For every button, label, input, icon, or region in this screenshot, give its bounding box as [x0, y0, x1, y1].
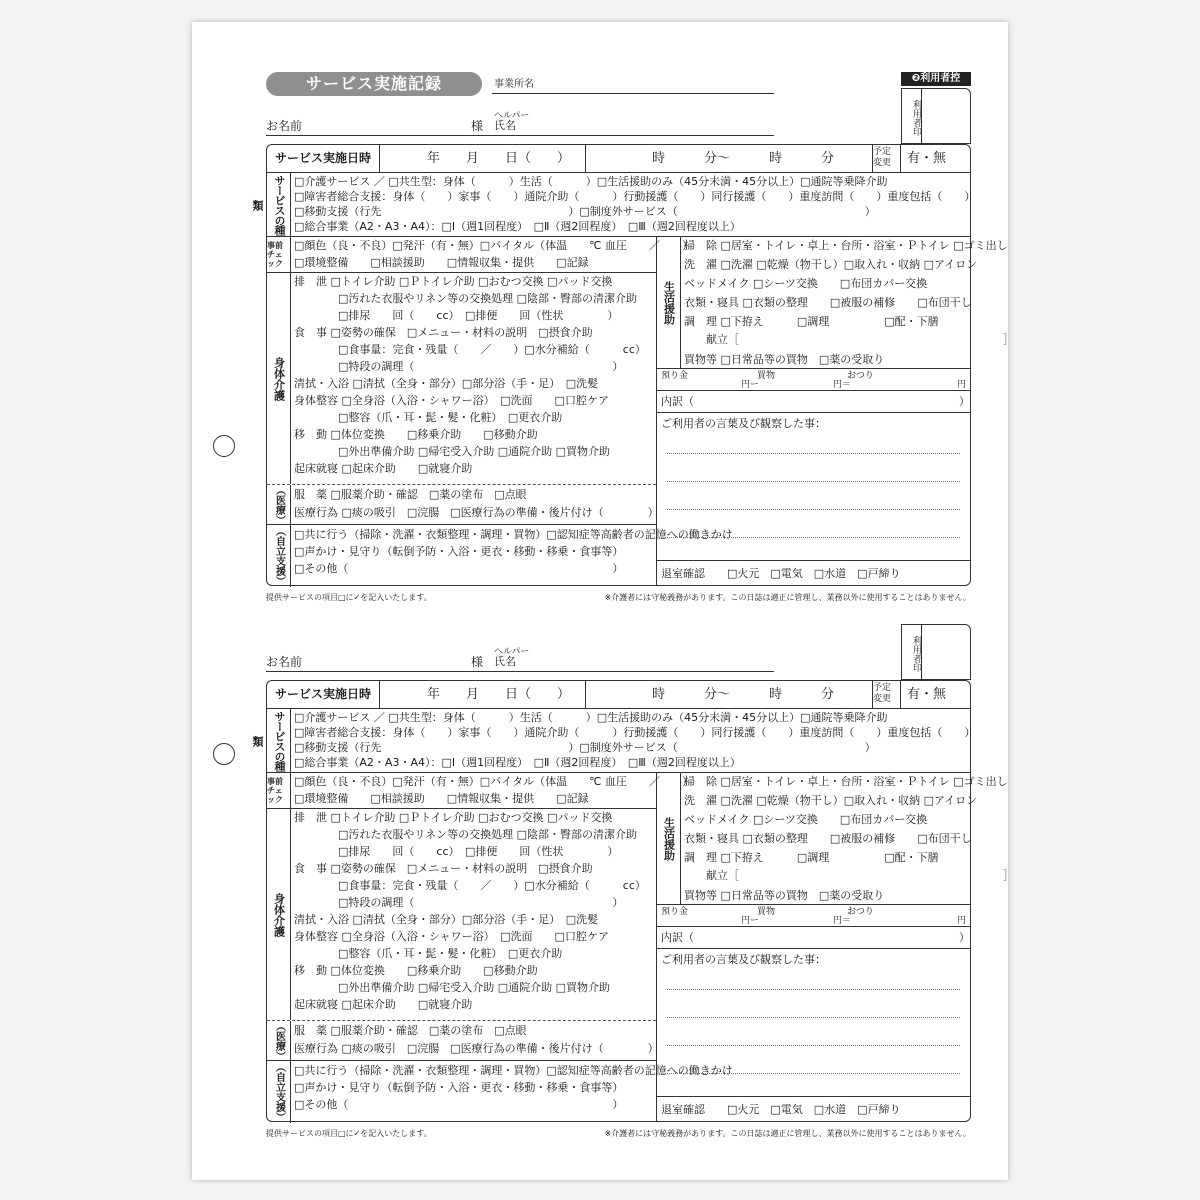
medical-block: （医療） 服 薬 □服薬介助・確認 □薬の塗布 □点眼 医療行為 □痰の吸引 □浣腸 □医療行為の準備・後片付け（ ）: [267, 485, 656, 525]
user-stamp-box[interactable]: 利用者印: [901, 88, 971, 144]
life-support-block: 生活援助 掃 除 □居室・トイレ・卓上・台所・浴室・Ｐトイレ □ゴミ出し 洗 濯 □洗濯 □乾燥（物干し）□取入れ・収納 □アイロン ベッドメイク □シーツ交換 □布団カバー交換 衣類・寝具 □衣類の整理 □被服の補修 □布団干し 調 理 □下拵え □調理 □配・下膳 献立［ ］ 買物等 □日常品等の買物 □薬の受取り: [657, 773, 970, 905]
record-table: [251, 144, 1014, 586]
service-date-row: サービス実施日時 年 月 日（ ） 時 分〜 時 分 予定変更 有・無: [267, 681, 970, 709]
date-field[interactable]: 年 月 日（ ）: [427, 687, 571, 702]
planned-change-choice[interactable]: 有・無: [907, 687, 947, 702]
helper-name-field[interactable]: ヘルパー 氏名: [492, 646, 774, 672]
service-types-block: サービスの種類 □介護サービス ／ □共生型：身体（ ）生活（ ）□生活援助のみ（45分未満・45分以上）□通院等乗降介助 □障害者総合支援：身体（ ）家事（ ）通院介助（ ）行動援護（ ）同行援護（ ）重度訪問（ ）重度包括（ ） □移動支援（行先 ）□制度外サービス（ ） □総合事業（A2・A3・A4）：□Ⅰ（週1回程度） □Ⅱ（週2回程度） □Ⅲ（週2回程度以上）: [267, 709, 970, 773]
exit-check[interactable]: 退室確認 □火元 □電気 □水道 □戸締り: [661, 1103, 901, 1116]
planned-change-choice[interactable]: 有・無: [907, 151, 947, 166]
life-support-block: 生活援助 掃 除 □居室・トイレ・卓上・台所・浴室・Ｐトイレ □ゴミ出し 洗 濯 □洗濯 □乾燥（物干し）□取入れ・収納 □アイロン ベッドメイク □シーツ交換 □布団カバー交換 衣類・寝具 □衣類の整理 □被服の補修 □布団干し 調 理 □下拵え □調理 □配・下膳 献立［ ］ 買物等 □日常品等の買物 □薬の受取り: [657, 237, 970, 369]
form-title: サービス実施記録: [266, 72, 482, 96]
money-row[interactable]: 預り金 買物 おつり 円ー 円＝ 円: [657, 369, 970, 391]
time-field[interactable]: 時 分〜 時 分: [652, 687, 835, 702]
right-panel: [657, 773, 1014, 1121]
office-name-field[interactable]: 事業所名: [492, 74, 774, 94]
customer-name-field[interactable]: お名前 様: [266, 650, 776, 672]
record-section-2: お名前 様 ヘルパー 氏名 利用者印 サービス実施日時 年 月 日（ ） 時 分〜 時 分 予定変更 有・無 サービスの種類 □介護サービス ／ □共生型：身体（ ）生活（ ）□生活援助のみ（45分未満・45分以上）□通院等乗降介助 □障害者総合支援：身体（ ）家事（ ）通院介助（ ）行動援護（ ）同行援護（ ）重度訪問（ ）重度包括（ ） □移動支援（行先 ）□制度外サービス（ ） □総合事業（A2・A3・A4）：□Ⅰ（週1回程度） □Ⅱ（週2回程度） □Ⅲ（週2回程度以上） 事前チェック □顔色（良・不良）□発汗（有・無）□バイタル（体温 ℃ 血圧 ／ ） □環境整備 □相談援助 □情報収集・提供 □記録 身体介護 排 泄 □トイレ介助 □Ｐトイレ介助 □おむつ交換 □パッド交換 □汚れた衣服やリネン等の交換処理 □陰部・臀部の清潔介助 □排尿 回（ cc） □排便 回（性状 ） 食 事 □姿勢の確保 □メニュー・材料の説明 □摂食介助 □食事量：完食・残量（ ／ ）□水分補給（ cc） □特段の調理（ ） 清拭・入浴 □清拭（全身・部分）□部分浴（手・足） □洗髪 身体整容 □全身浴（入浴・シャワー浴） □洗面 □口腔ケア □整容（爪・耳・髭・髪・化粧） □更衣介助 移 動 □体位変換 □移乗介助 □移動介助 □外出準備介助 □帰宅受入介助 □通院介助 □買物介助 起床就寝 □起床介助 □就寝介助 （医療） 服 薬 □服薬介助・確認 □薬の塗布 □点眼 医療行為 □痰の吸引 □浣腸 □医療行為の準備・後片付け（ ） （自立支援） □共に行う（掃除・洗濯・衣類整理・調理・買物）□認知症等高齢者の記憶への働きかけ □声かけ・見守り（転倒予防・入浴・更衣・移動・移乗・食事等） □その他（ ） 生活援助 掃 除 □居室・トイレ・卓上・台所・浴室・Ｐトイレ □ゴミ出し 洗 濯 □洗濯 □乾燥（物干し）□取入れ・収納 □アイロン ベッドメイク □シーツ交換 □布団カバー交換 衣類・寝具 □衣類の整理 □被服の補修 □布団干し 調 理 □下拵え □調理 □配・下膳 献立［ ］ 買物等 □日常品等の買物 □薬の受取り 預り金 買物 おつり 円ー 円＝ 円 内訳（ ） ご利用者の言葉及び観察した事： 退室確認 □火元 □電気 □水道 □戸締り 提供サービスの項目□に✓を記入いたします。 ※介護者には守秘義務があります。この日誌は適正に管理し、業務以外に使用することはありません。: [266, 622, 971, 1142]
user-stamp-box[interactable]: 利用者印: [901, 624, 971, 680]
pre-check-block: 事前チェック □顔色（良・不良）□発汗（有・無）□バイタル（体温 ℃ 血圧 ／ ） □環境整備 □相談援助 □情報収集・提供 □記録: [267, 773, 656, 809]
exit-check[interactable]: 退室確認 □火元 □電気 □水道 □戸締り: [661, 567, 901, 580]
service-types-block: サービスの種類 □介護サービス ／ □共生型：身体（ ）生活（ ）□生活援助のみ（45分未満・45分以上）□通院等乗降介助 □障害者総合支援：身体（ ）家事（ ）通院介助（ ）行動援護（ ）同行援護（ ）重度訪問（ ）重度包括（ ） □移動支援（行先 ）□制度外サービス（ ） □総合事業（A2・A3・A4）：□Ⅰ（週1回程度） □Ⅱ（週2回程度） □Ⅲ（週2回程度以上）: [267, 173, 970, 237]
copy-badge: ❷利用者控: [901, 72, 971, 86]
medical-block: （医療） 服 薬 □服薬介助・確認 □薬の塗布 □点眼 医療行為 □痰の吸引 □浣腸 □医療行為の準備・後片付け（ ）: [267, 1021, 656, 1061]
body-care-block: 身体介護 排 泄 □トイレ介助 □Ｐトイレ介助 □おむつ交換 □パッド交換 □汚れた衣服やリネン等の交換処理 □陰部・臀部の清潔介助 □排尿 回（ cc） □排便 回（性状 ） 食 事 □姿勢の確保 □メニュー・材料の説明 □摂食介助 □食事量：完食・残量（ ／ ）□水分補給（ cc） □特段の調理（ ） 清拭・入浴 □清拭（全身・部分）□部分浴（手・足） □洗髪 身体整容 □全身浴（入浴・シャワー浴） □洗面 □口腔ケア □整容（爪・耳・髭・髪・化粧） □更衣介助 移 動 □体位変換 □移乗介助 □移動介助 □外出準備介助 □帰宅受入介助 □通院介助 □買物介助 起床就寝 □起床介助 □就寝介助: [267, 809, 656, 1021]
punch-hole: [213, 743, 235, 765]
left-panel: [267, 237, 733, 586]
body-care-block: 身体介護 排 泄 □トイレ介助 □Ｐトイレ介助 □おむつ交換 □パッド交換 □汚れた衣服やリネン等の交換処理 □陰部・臀部の清潔介助 □排尿 回（ cc） □排便 回（性状 ） 食 事 □姿勢の確保 □メニュー・材料の説明 □摂食介助 □食事量：完食・残量（ ／ ）□水分補給（ cc） □特段の調理（ ） 清拭・入浴 □清拭（全身・部分）□部分浴（手・足） □洗髪 身体整容 □全身浴（入浴・シャワー浴） □洗面 □口腔ケア □整容（爪・耳・髭・髪・化粧） □更衣介助 移 動 □体位変換 □移乗介助 □移動介助 □外出準備介助 □帰宅受入介助 □通院介助 □買物介助 起床就寝 □起床介助 □就寝介助: [267, 273, 656, 485]
money-row[interactable]: 預り金 買物 おつり 円ー 円＝ 円: [657, 905, 970, 927]
pre-check-block: 事前チェック □顔色（良・不良）□発汗（有・無）□バイタル（体温 ℃ 血圧 ／ ） □環境整備 □相談援助 □情報収集・提供 □記録: [267, 237, 656, 273]
date-field[interactable]: 年 月 日（ ）: [427, 151, 571, 166]
right-panel: [657, 237, 1014, 585]
breakdown-row[interactable]: 内訳（ ）: [657, 391, 970, 413]
remarks-area[interactable]: ご利用者の言葉及び観察した事：: [657, 949, 970, 1097]
helper-name-field[interactable]: ヘルパー 氏名: [492, 110, 774, 136]
time-field[interactable]: 時 分〜 時 分: [652, 151, 835, 166]
independence-block: （自立支援） □共に行う（掃除・洗濯・衣類整理・調理・買物）□認知症等高齢者の記憶への働きかけ □声かけ・見守り（転倒予防・入浴・更衣・移動・移乗・食事等） □その他（ ）: [267, 1061, 656, 1123]
service-date-row: サービス実施日時 年 月 日（ ） 時 分〜 時 分 予定変更 有・無: [267, 145, 970, 173]
independence-block: （自立支援） □共に行う（掃除・洗濯・衣類整理・調理・買物）□認知症等高齢者の記憶への働きかけ □声かけ・見守り（転倒予防・入浴・更衣・移動・移乗・食事等） □その他（ ）: [267, 525, 656, 587]
punch-hole: [213, 435, 235, 457]
record-section-1: サービス実施記録 事業所名 お名前 様 ヘルパー 氏名 ❷利用者控 利用者印 サービス実施日時 年 月 日（ ） 時 分〜 時 分 予定変更 有・無 サービスの種類 □介護サービス ／ □共生型：身体（ ）生活（ ）□生活援助のみ（45分未満・45分以上）□通院等乗降介助 □障害者総合支援：身体（ ）家事（ ）通院介助（ ）行動援護（ ）同行援護（ ）重度訪問（ ）重度包括（ ） □移動支援（行先 ）□制度外サービス（ ） □総合事業（A2・A3・A4）：□Ⅰ（週1回程度） □Ⅱ（週2回程度） □Ⅲ（週2回程度以上） 事前チェック □顔色（良・不良）□発汗（有・無）□バイタル（体温 ℃ 血圧 ／ ） □環境整備 □相談援助 □情報収集・提供 □記録 身体介護 排 泄 □トイレ介助 □Ｐトイレ介助 □おむつ交換 □パッド交換 □汚れた衣服やリネン等の交換処理 □陰部・臀部の清潔介助 □排尿 回（ cc） □排便 回（性状 ） 食 事 □姿勢の確保 □メニュー・材料の説明 □摂食介助 □食事量：完食・残量（ ／ ）□水分補給（ cc） □特段の調理（ ） 清拭・入浴 □清拭（全身・部分）□部分浴（手・足） □洗髪 身体整容 □全身浴（入浴・シャワー浴） □洗面 □口腔ケア □整容（爪・耳・髭・髪・化粧） □更衣介助 移 動 □体位変換 □移乗介助 □移動介助 □外出準備介助 □帰宅受入介助 □通院介助 □買物介助 起床就寝 □起床介助 □就寝介助 （医療） 服 薬 □服薬介助・確認 □薬の塗布 □点眼 医療行為 □痰の吸引 □浣腸 □医療行為の準備・後片付け（ ） （自立支援） □共に行う（掃除・洗濯・衣類整理・調理・買物）□認知症等高齢者の記憶への働きかけ □声かけ・見守り（転倒予防・入浴・更衣・移動・移乗・食事等） □その他（ ） 生活援助 掃 除 □居室・トイレ・卓上・台所・浴室・Ｐトイレ □ゴミ出し 洗 濯 □洗濯 □乾燥（物干し）□取入れ・収納 □アイロン ベッドメイク □シーツ交換 □布団カバー交換 衣類・寝具 □衣類の整理 □被服の補修 □布団干し 調 理 □下拵え □調理 □配・下膳 献立［ ］ 買物等 □日常品等の買物 □薬の受取り 預り金 買物 おつり 円ー 円＝ 円 内訳（ ） ご利用者の言葉及び観察した事： 退室確認 □火元 □電気 □水道 □戸締り 提供サービスの項目□に✓を記入いたします。 ※介護者には守秘義務があります。この日誌は適正に管理し、業務以外に使用することはありません。: [251, 73, 1014, 602]
record-table: [251, 680, 1014, 1122]
remarks-area[interactable]: ご利用者の言葉及び観察した事：: [657, 413, 970, 561]
breakdown-row[interactable]: 内訳（ ）: [657, 927, 970, 949]
customer-name-field[interactable]: お名前 様: [266, 114, 776, 136]
left-panel: [267, 773, 733, 1122]
